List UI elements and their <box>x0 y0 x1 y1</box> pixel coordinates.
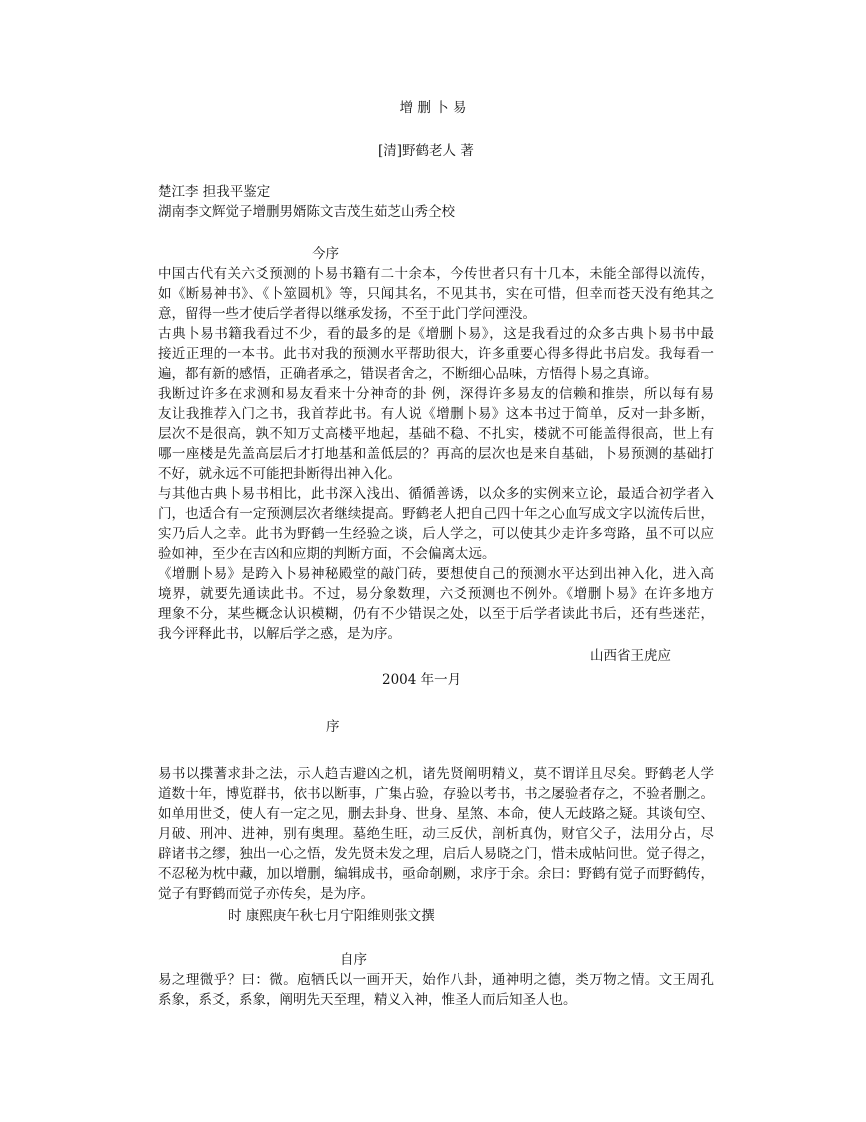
text-line: 验如神，至少在吉凶和应期的判断方面，不会偏离太远。 <box>158 546 496 562</box>
text-line: 理象不分，某些概念认识模糊，仍有不少错误之处，以至于后学者读此书后，还有些迷茫， <box>158 606 714 622</box>
book-title: 增 删 卜 易 <box>399 100 467 116</box>
text-line: 《增删卜易》是跨入卜易神秘殿堂的敲门砖，要想使自己的预测水平达到出神入化，进入高 <box>158 566 714 582</box>
credit-line: 楚江李 担我平鉴定 <box>158 184 271 200</box>
text-line: 易之理微乎？曰：微。庖牺氏以一画开天，始作八卦，通神明之德，类万物之情。文王周孔 <box>158 972 714 988</box>
text-line: 月破、刑冲、进神，别有奥理。墓绝生旺，动三反伏，剖析真伪，财官父子，法用分占，尽 <box>158 826 714 842</box>
text-line: 如单用世爻，使人有一定之见，删去卦身、世身、星煞、本命，使人无歧路之疑。其谈旬空、 <box>158 806 714 822</box>
author-line: [清]野鹤老人 著 <box>378 143 474 159</box>
signature: 时 康熙庚午秋七月宁阳维则张文撰 <box>228 908 435 924</box>
signature: 山西省王虎应 <box>590 648 671 664</box>
section-heading-preface: 序 <box>326 719 340 735</box>
text-line: 遍，都有新的感悟，正确者承之，错误者舍之，不断细心品味，方悟得卜易之真谛。 <box>158 366 658 382</box>
text-line: 意，留得一些才使后学者得以继承发扬，不至于此门学问湮没。 <box>158 306 536 322</box>
text-line: 道数十年，博览群书，依书以断事，广集占验，存验以考书，书之屡验者存之，不验者删之。 <box>158 786 714 802</box>
text-line: 门，也适合有一定预测层次者继续提高。野鹤老人把自己四十年之心血写成文字以流传后世， <box>158 506 714 522</box>
text-line: 实乃后人之幸。此书为野鹤一生经验之谈，后人学之，可以使其少走许多弯路，虽不可以应 <box>158 526 714 542</box>
credit-line: 湖南李文辉觉子增删男婿陈文吉茂生茹芝山秀仝校 <box>158 204 455 220</box>
text-line: 中国古代有关六爻预测的卜易书籍有二十余本，今传世者只有十几本，未能全部得以流传， <box>158 266 714 282</box>
text-line: 哪一座楼是先盖高层后才打地基和盖低层的？再高的层次也是来自基础，卜易预测的基础打 <box>158 446 714 462</box>
text-line: 境界，就要先通读此书。不过，易分象数理，六爻预测也不例外。《增删卜易》在许多地方 <box>158 586 714 602</box>
date: 2004 年一月 <box>382 672 462 688</box>
text-line: 觉子有野鹤而觉子亦传矣，是为序。 <box>158 886 374 902</box>
text-line: 易书以揲蓍求卦之法，示人趋吉避凶之机，诸先贤阐明精义，莫不谓详且尽矣。野鹤老人学 <box>158 766 714 782</box>
text-line: 我今评释此书，以解后学之惑，是为序。 <box>158 626 401 642</box>
text-line: 不忍秘为枕中藏，加以增删，编辑成书，亟命剞劂，求序于余。余曰：野鹤有觉子而野鹤传， <box>158 866 714 882</box>
text-line: 接近正理的一本书。此书对我的预测水平帮助很大，许多重要心得多得此书启发。我每看一 <box>158 346 714 362</box>
text-line: 与其他古典卜易书相比，此书深入浅出、循循善诱，以众多的实例来立论，最适合初学者入 <box>158 486 714 502</box>
section-heading-self-preface: 自序 <box>340 952 367 968</box>
text-line: 系象，系爻，系象，阐明先天至理，精义入神，惟圣人而后知圣人也。 <box>158 992 577 1008</box>
text-line: 如《断易神书》、《卜筮圆机》等，只闻其名，不见其书，实在可惜，但幸而苍天没有绝其之 <box>158 286 714 302</box>
text-line: 不好，就永远不可能把卦断得出神入化。 <box>158 466 401 482</box>
text-line: 友让我推荐入门之书，我首荐此书。有人说《增删卜易》这本书过于简单，反对一卦多断， <box>158 406 714 422</box>
section-heading-today-preface: 今序 <box>312 246 339 262</box>
text-line: 我断过许多在求测和易友看来十分神奇的卦 例，深得许多易友的信赖和推崇，所以每有易 <box>158 386 714 402</box>
text-line: 辟诸书之缪，独出一心之悟，发先贤未发之理，启后人易晓之门，惜未成帖问世。觉子得之， <box>158 846 714 862</box>
text-line: 古典卜易书籍我看过不少，看的最多的是《增删卜易》，这是我看过的众多古典卜易书中最 <box>158 326 714 342</box>
text-line: 层次不是很高，孰不知万丈高楼平地起，基础不稳、不扎实，楼就不可能盖得很高，世上有 <box>158 426 714 442</box>
